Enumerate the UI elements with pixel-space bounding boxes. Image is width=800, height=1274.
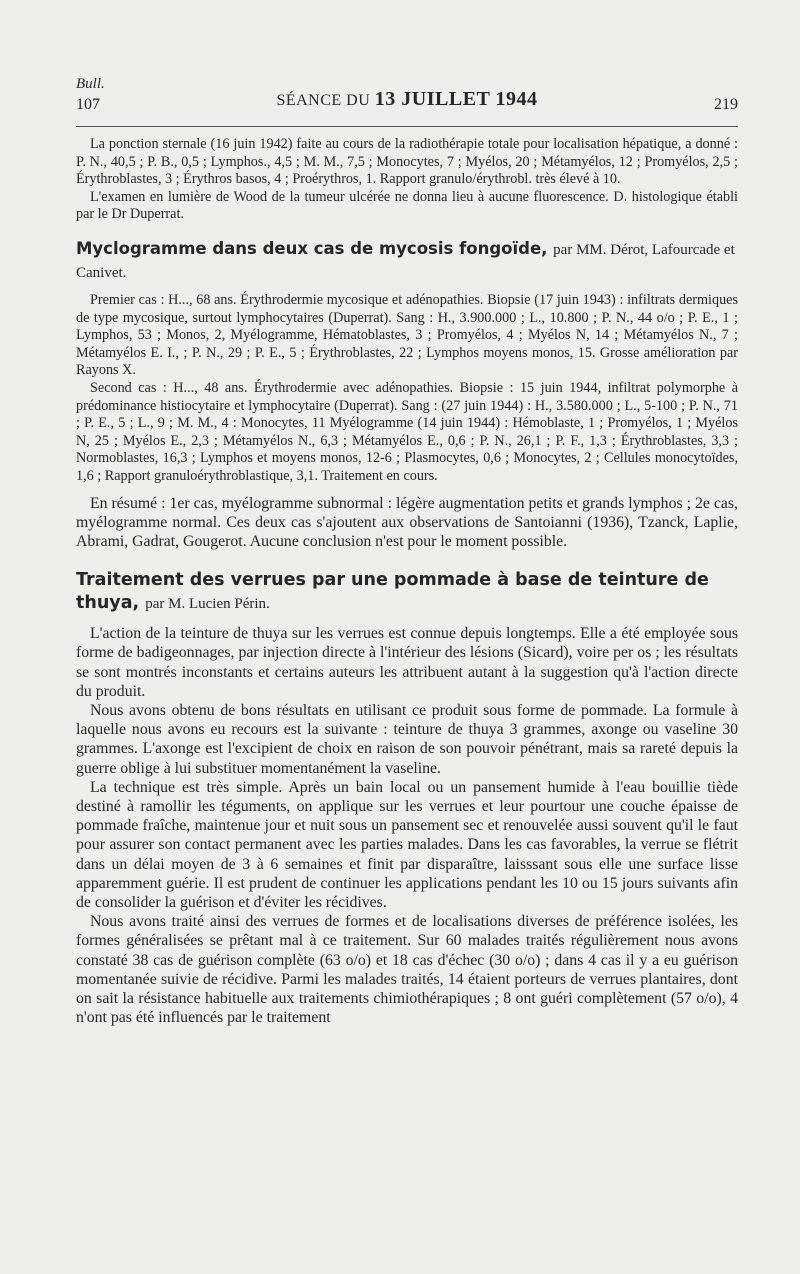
page-body (76, 136, 738, 1027)
article2-byline: par M. Lucien Périn. (145, 596, 270, 613)
intro-paragraph-2: L'examen en lumière de Wood de la tumeur ulcérée ne donna lieu à aucune fluorescence. D. histologique établi par le Dr Duperrat. (76, 188, 738, 223)
running-title-prefix: SÉANCE DU (276, 92, 371, 109)
article2-paragraph-1: L'action de la teinture de thuya sur les verrues est connue depuis longtemps. Elle a été employée sous forme de badigeonnages, par injection directe à l'intérieur des lésions (Sicard), voire per os ; les résultats se sont montrés inconstants et certains auteurs les attribuent autant à la suggestion qu'à l'action directe du produit. (76, 625, 738, 700)
running-title (76, 88, 738, 111)
article2-heading (76, 569, 738, 616)
running-title-date: 13 JUILLET 1944 (374, 88, 538, 110)
article1-title: Myclogramme dans deux cas de mycosis fongoïde, (76, 238, 548, 258)
left-page-number: 107 (76, 96, 100, 113)
article1-heading (76, 238, 738, 284)
article1-paragraph-2: Second cas : H..., 48 ans. Érythrodermie avec adénopathies. Biopsie : 15 juin 1944, infiltrat polymorphe à prédominance histiocytaire et lymphocytaire (Duperrat). Sang : (27 juin 1944) : H., 3.580.000 ; L., 5-100 ; P. N., 71 ; P. E., 5 ; L., 9 ; M. M., 4 : Monocytes, 11 Myélogramme (14 juin 1944) : Hémoblaste, 1 ; Promyélos, 1 ; Myélos N, 25 ; Myélos E., 2,3 ; Métamyélos N., 6,3 ; Métamyélos E., 0,6 ; P. N., 26,1 ; P. F., 1,3 ; Érythroblastes, 3,3 ; Normoblastes, 16,3 ; Lymphos et moyens monos, 12-6 ; Plasmocytes, 0,6 ; Monocytes, 2 ; Cellules monocytoïdes, 1,6 ; Rapport granuloérythroblastique, 3,1. Traitement en cours. (76, 379, 738, 484)
article1-byline: par MM. Dérot, Lafourcade et Canivet. (76, 241, 735, 281)
article1-paragraph-1: Premier cas : H..., 68 ans. Érythrodermie mycosique et adénopathies. Biopsie (17 juin 1943) : infiltrats dermiques de type mycosique, surtout lymphocytaires (Duperrat). Sang : H., 3.900.000 ; L., 10.800 ; P. N., 44 o/o ; P. E., 1 ; Lymphos, 53 ; Monos, 2, Myélogramme, Hématoblastes, 3 ; Promyélos, 4 ; Myélos N, 14 ; Métamyélos N., 7 ; Métamyélos E. I., ; P. N., 29 ; P. E., 5 ; Érythroblastes, 22 ; Lymphos moyens monos, 15. Grosse amélioration par Rayons X. (76, 291, 738, 379)
right-page-number: 219 (714, 96, 738, 113)
article2-title: Traitement des verrues par une pommade à base de teinture de thuya, (76, 570, 709, 614)
article2-paragraph-2: Nous avons obtenu de bons résultats en utilisant ce produit sous forme de pommade. La formule à laquelle nous avons eu recours est la suivante : teinture de thuya 3 grammes, axonge ou vaseline 30 grammes. L'axonge est l'excipient de choix en raison de son pouvoir pénétrant, mais sa rareté depuis la guerre oblige à lui substituer momentanément la vaseline. (76, 701, 738, 777)
journal-label: Bull. (76, 76, 105, 92)
article2-paragraph-3: La technique est très simple. Après un bain local ou un pansement humide à l'eau bouillie tiède destiné à ramollir les téguments, on applique sur les verrues et leur pourtour une couche épaisse de pommade fraîche, maintenue jour et nuit sous un pansement sec et renouvelée aussi souvent qu'il le faut pour assurer son contact permanent avec les parties malades. Dans les cas favorables, la verrue se flétrit dans un délai moyen de 3 à 6 semaines et finit par disparaître, laisssant sous elle une surface lisse apparemment guérie. Il est prudent de continuer les applications pendant les 10 ou 15 jours suivants afin de consolider la guérison et d'éviter les récidives. (76, 778, 738, 911)
article2-paragraph-4: Nous avons traité ainsi des verrues de formes et de localisations diverses de préférence isolées, les formes généralisées se prêtant mal à ce traitement. Sur 60 malades traités régulièrement nous avons constaté 38 cas de guérison complète (63 o/o) et 18 cas d'échec (30 o/o) ; dans 4 cas il y a eu guérison momentanée suivie de récidive. Parmi les malades traités, 14 étaient porteurs de verrues plantaires, dont on sait la résistance habituelle aux traitements chimiothérapiques ; 8 ont guéri complètement (57 o/o), 4 n'ont pas été influencés par le traitement (76, 913, 738, 1027)
running-header (76, 88, 738, 112)
article1-paragraph-3: En résumé : 1er cas, myélogramme subnormal : légère augmentation petits et grands lymphos ; 2e cas, myélogramme normal. Ces deux cas s'ajoutent aux observations de Santoianni (1936), Tzanck, Laplie, Abrami, Gadrat, Gougerot. Aucune conclusion n'est pour le moment possible. (76, 494, 738, 550)
header-rule (76, 126, 738, 127)
intro-paragraph-1: La ponction sternale (16 juin 1942) faite au cours de la radiothérapie totale pour localisation hépatique, a donné : P. N., 40,5 ; P. B., 0,5 ; Lymphos., 4,5 ; M. M., 7,5 ; Monocytes, 7 ; Myélos, 20 ; Métamyélos, 12 ; Promyélos, 2,5 ; Érythroblastes, 3 ; Érythros basos, 4 ; Proérythros, 1. Rapport granulo/érythrobl. très élevé à 10. (76, 136, 738, 188)
